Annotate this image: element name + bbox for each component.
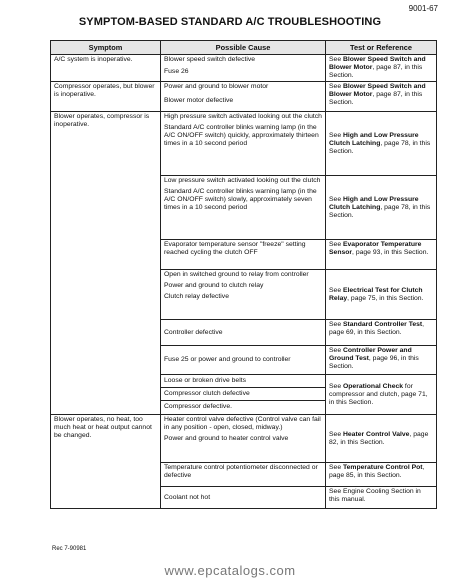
reference-text: See — [329, 56, 343, 63]
cause-text: Standard A/C controller blinks warning lamp (in the A/C ON/OFF switch) quickly, approximately thirteen times in a 10 second period — [164, 124, 319, 147]
reference-link[interactable]: Blower Speed Switch and Blower Motor — [329, 56, 426, 71]
header-possible-cause: Possible Cause — [161, 41, 326, 55]
cause-text: Heater control valve defective (Control valve can fail in any position - open, closed, midway.) — [164, 416, 321, 431]
reference-text: for compressor and clutch, page 71, in this Section. — [329, 382, 428, 406]
cause-text: Coolant not hot — [164, 493, 211, 501]
reference-cell — [326, 375, 437, 415]
cause-cell — [161, 346, 326, 375]
cause-cell — [161, 463, 326, 487]
cause-text: Blower motor defective — [164, 97, 234, 104]
table-header-row — [51, 41, 437, 55]
symptom-cell: Blower operates, no heat, too much heat or heat output cannot be changed. — [51, 415, 161, 509]
reference-text: , page 85, in this Section. — [329, 464, 425, 479]
cause-cell — [161, 176, 326, 240]
reference-text: , page 82, in this Section. — [329, 430, 429, 446]
document-footer: Rec 7-90981 — [52, 546, 87, 552]
cause-text: Compressor defective. — [164, 403, 232, 410]
cause-cell — [161, 240, 326, 270]
reference-text: See — [329, 195, 343, 203]
cause-cell — [161, 112, 326, 176]
cause-text: High pressure switch activated looking out the clutch — [164, 113, 322, 120]
reference-text: , page 75, in this Section. — [347, 294, 424, 302]
reference-cell — [326, 487, 437, 509]
reference-text: See — [329, 286, 343, 294]
cause-text: Fuse 25 or power and ground to controller — [164, 356, 291, 363]
symptom-cell: Blower operates, compressor is inoperative. — [51, 112, 161, 415]
cause-cell — [161, 320, 326, 346]
reference-text: , page 87, in this Section. — [329, 91, 423, 106]
reference-cell — [326, 240, 437, 270]
reference-cell — [326, 82, 437, 112]
reference-text: See — [329, 241, 343, 248]
cause-text: Low pressure switch activated looking out the clutch — [164, 177, 321, 184]
reference-cell — [326, 270, 437, 320]
reference-cell — [326, 176, 437, 240]
reference-cell — [326, 346, 437, 375]
header-test-reference: Test or Reference — [326, 41, 437, 55]
reference-text: See — [329, 464, 343, 471]
cause-cell — [161, 270, 326, 320]
cause-text: Evaporator temperature sensor "freeze" setting reached cycling the clutch OFF — [164, 241, 306, 256]
header-symptom: Symptom — [51, 41, 161, 55]
cause-text: Compressor clutch defective — [161, 388, 325, 401]
cause-text: Loose or broken drive belts — [161, 375, 325, 388]
cause-text: Power and ground to blower motor — [164, 83, 269, 90]
reference-text: See — [329, 347, 343, 354]
cause-text: Clutch relay defective — [164, 293, 229, 300]
symptom-cell: A/C system is inoperative. — [51, 55, 161, 82]
reference-cell — [326, 320, 437, 346]
watermark: www.epcatalogs.com — [164, 563, 296, 578]
cause-cell — [161, 375, 326, 415]
cause-cell — [161, 487, 326, 509]
cause-text: Power and ground to clutch relay — [164, 282, 264, 289]
table-row — [51, 415, 437, 463]
reference-text: See — [329, 131, 343, 139]
reference-cell — [326, 415, 437, 463]
cause-text: Fuse 26 — [164, 68, 189, 75]
symptom-cell: Compressor operates, but blower is inoperative. — [51, 82, 161, 112]
reference-cell — [326, 463, 437, 487]
reference-text: , page 87, in this Section. — [329, 64, 423, 79]
reference-link[interactable]: Heater Control Valve — [342, 430, 410, 438]
cause-text: Power and ground to heater control valve — [164, 435, 289, 442]
reference-text: See — [329, 382, 343, 390]
table-row — [51, 112, 437, 176]
cause-text: Standard A/C controller blinks warning lamp (in the A/C ON/OFF switch) slowly, approximately seven times in a 10 second period — [164, 188, 317, 211]
cause-text: Temperature control potentiometer disconnected or defective — [164, 464, 318, 479]
page-title: SYMPTOM-BASED STANDARD A/C TROUBLESHOOTING — [78, 16, 382, 28]
page-number: 9001-67 — [408, 4, 438, 13]
reference-text: , page 96, in this Section. — [329, 355, 419, 370]
reference-link[interactable]: Operational Check — [342, 382, 404, 390]
reference-link[interactable]: Blower Speed Switch and Blower Motor — [329, 83, 426, 98]
reference-cell — [326, 112, 437, 176]
cause-text: Blower speed switch defective — [164, 56, 256, 63]
reference-link[interactable]: High and Low Pressure Clutch Latching — [329, 195, 419, 211]
reference-text: , page 93, in this Section. — [352, 249, 429, 256]
reference-text: See — [329, 83, 343, 90]
reference-cell — [326, 55, 437, 82]
reference-text: , page 78, in this Section. — [329, 139, 431, 155]
reference-text: See Engine Cooling Section in this manual. — [329, 488, 421, 503]
reference-text: , page 78, in this Section. — [329, 203, 431, 219]
reference-link[interactable]: Temperature Control Pot — [342, 464, 423, 471]
reference-link[interactable]: High and Low Pressure Clutch Latching — [329, 131, 419, 147]
reference-link[interactable]: Standard Controller Test — [342, 321, 423, 328]
reference-link[interactable]: Controller Power and Ground Test — [329, 347, 412, 362]
table-row — [51, 82, 437, 112]
cause-text: Controller defective — [164, 328, 223, 336]
cause-text: Open in switched ground to relay from controller — [164, 271, 309, 278]
cause-cell — [161, 55, 326, 82]
troubleshooting-table — [50, 40, 437, 509]
reference-text: See — [329, 430, 343, 438]
reference-text: , page 69, in this Section. — [329, 321, 425, 336]
cause-cell — [161, 82, 326, 112]
reference-text: See — [329, 321, 343, 328]
table-row — [51, 55, 437, 82]
reference-link[interactable]: Electrical Test for Clutch Relay — [329, 286, 423, 302]
reference-link[interactable]: Evaporator Temperature Sensor — [329, 241, 422, 256]
cause-cell — [161, 415, 326, 463]
